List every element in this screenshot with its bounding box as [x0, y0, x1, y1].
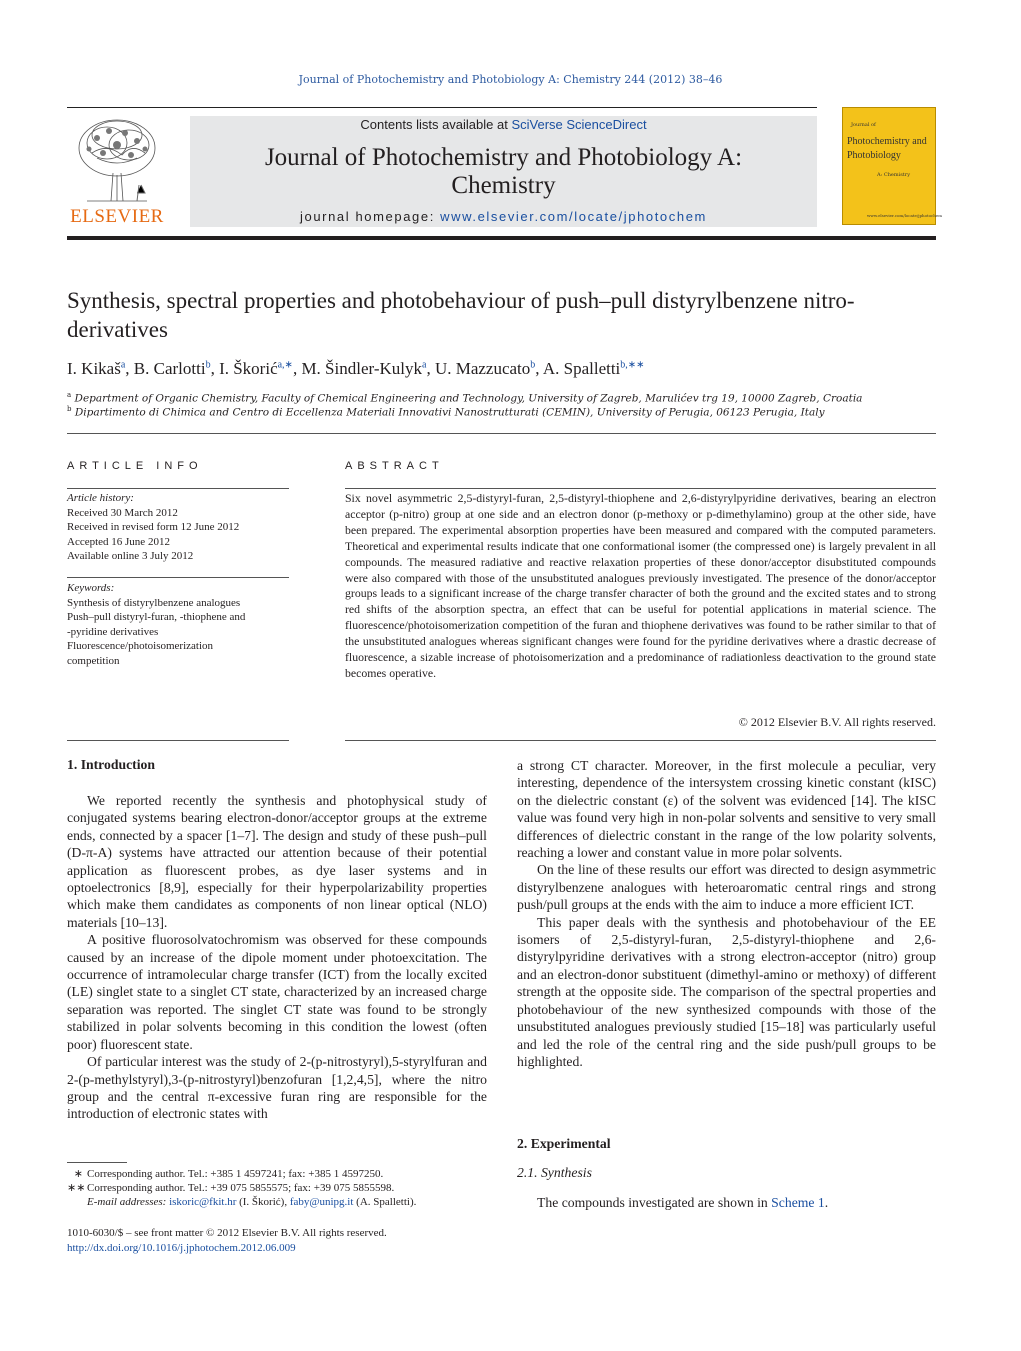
introduction-heading: 1. Introduction	[67, 757, 155, 772]
homepage-prefix: journal homepage:	[300, 209, 441, 224]
author-affil-mark[interactable]: a	[421, 359, 427, 371]
contents-line	[190, 117, 817, 132]
email-owner: (I. Škorić),	[239, 1196, 288, 1208]
introduction-left-column	[67, 792, 487, 1123]
issn-doi-block	[67, 1226, 487, 1255]
cover-section: A: Chemistry	[877, 172, 911, 178]
history-accepted: Accepted 16 June 2012	[67, 535, 170, 548]
author-affil-mark[interactable]: a	[120, 359, 126, 371]
abstract-bottom-rule	[345, 740, 936, 741]
paper-title: Synthesis, spectral properties and photobehaviour of push–pull distyrylbenzene nitro-derivatives	[67, 288, 855, 342]
paragraph: We reported recently the synthesis and photophysical study of conjugated systems bearing electron-donor/acceptor groups at the extreme ends, connected by a spacer [1–7]. The design and study of these push–pull (D-π-A) systems have attracted our attention because of their potential application as fluorescent probes, as dye laser systems and in optoelectronics [8,9], especially for their hyperpolarizability properties which make them candidates as components of non linear optical (NLO) materials [10–13].	[67, 793, 487, 930]
info-bottom-rule	[67, 740, 289, 741]
history-revised: Received in revised form 12 June 2012	[67, 521, 240, 533]
doi-link[interactable]: http://dx.doi.org/10.1016/j.jphotochem.2012.06.009	[67, 1241, 296, 1254]
affiliation-mark: b	[67, 405, 72, 413]
contents-prefix: Contents lists available at	[360, 117, 512, 132]
history-received: Received 30 March 2012	[67, 506, 178, 519]
author[interactable]: M. Šindler-Kulyk	[301, 359, 422, 378]
journal-header-box	[190, 116, 817, 227]
experimental-heading: 2. Experimental	[517, 1136, 611, 1151]
keywords-rule	[67, 577, 289, 578]
keyword: Push–pull distyryl-furan, -thiophene and	[67, 611, 246, 623]
abstract-heading: ABSTRACT	[345, 460, 444, 472]
paragraph: Of particular interest was the study of 2-(p-nitrostyryl),5-styrylfuran and 2-(p-methylstyryl),3-(p-nitrostyryl)benzofuran [1,2,4,5], where the nitro group and the central π-excessive furan ring are responsible for the introduction of electronic states with	[67, 1054, 487, 1122]
header-rule	[67, 107, 817, 108]
cover-title: Photochemistry and Photobiology	[847, 136, 927, 161]
email-link[interactable]: faby@unipg.it	[289, 1196, 354, 1208]
keyword: -pyridine derivatives	[67, 625, 159, 638]
affiliation-mark: a	[67, 391, 72, 399]
homepage-line	[190, 209, 817, 224]
paragraph: A positive fluorosolvatochromism was observed for these compounds caused by an increase of the dipole moment under photoexcitation. The occurrence of intramolecular charge transfer (ICT) from the locally excited (LE) singlet state to a singlet CT state, characterized by an increased charge separation was reported. The singlet CT state was found to be strongly stabilized in polar solvents becoming in this condition the lowest (often poor) fluorescent state.	[67, 932, 487, 1052]
keyword: competition	[67, 654, 120, 667]
author[interactable]: I. Kikaš	[67, 359, 121, 378]
author-list: I. Kikaš$^a$, B. Carlotti$^b$, I. Škorić$^{a,∗}$, M. Šindler-Kulyk$^a$, U. Mazzucato$^b$, A. Spalletti$^{b,∗∗}$	[67, 359, 645, 378]
email-link[interactable]: iskoric@fkit.hr	[169, 1196, 237, 1208]
footnote-rule	[67, 1162, 127, 1163]
footnote-corresponding-2	[67, 1181, 487, 1195]
paragraph: a strong CT character. Moreover, in the first molecule a peculiar, very interesting, dependence of the intersystem crossing kinetic constant (kISC) on the dielectric constant (ε) of the solvent was evidenced [14]. The kISC value was found very high in non-polar solvents and sensitive to very small differences of dielectric constant in the range of the low polarity solvents, reaching a lower and constant value in more polar solvents.	[517, 758, 936, 861]
publisher-logo[interactable]	[67, 113, 167, 228]
email-label: E-mail addresses:	[87, 1196, 167, 1208]
footnote-mark: ∗∗	[67, 1182, 86, 1194]
introduction-right-column	[517, 757, 936, 1070]
history-label: Article history:	[67, 492, 134, 504]
copyright: © 2012 Elsevier B.V. All rights reserved.	[738, 715, 936, 729]
issn-line: 1010-6030/$ – see front matter © 2012 Elsevier B.V. All rights reserved.	[67, 1227, 387, 1239]
synthesis-heading: 2.1. Synthesis	[517, 1165, 592, 1180]
keyword: Synthesis of distyrylbenzene analogues	[67, 596, 241, 609]
synthesis-text	[537, 1194, 936, 1211]
paragraph: On the line of these results our effort was directed to design asymmetric distyrylbenzene analogues with heteroaromatic central rings and strong push/pull groups at the ends with the aim to induce a more efficient ICT.	[517, 862, 936, 913]
footnote-mark: ∗	[73, 1168, 83, 1180]
synthesis-suffix: .	[824, 1195, 829, 1210]
cover-bottom: www.elsevier.com/locate/jphotochem	[867, 213, 942, 218]
abstract-rule	[345, 488, 936, 489]
affiliation-text: Dipartimento di Chimica and Centro di Eccellenza Materiali Innovativi Nanostrutturati (CEMIN), University of Perugia, 06123 Perugia, Italy	[74, 406, 825, 419]
journal-citation[interactable]: Journal of Photochemistry and Photobiology A: Chemistry 244 (2012) 38–46	[298, 73, 723, 86]
keywords	[67, 581, 297, 668]
journal-cover-thumbnail[interactable]	[842, 107, 942, 225]
cover-small-top: Journal of	[851, 122, 876, 128]
synthesis-prefix: The compounds investigated are shown in	[537, 1195, 772, 1210]
footnote-corresponding-1	[67, 1167, 487, 1181]
publisher-name: ELSEVIER	[70, 206, 164, 227]
author[interactable]: I. Škorić	[219, 359, 278, 378]
sciencedirect-link[interactable]: SciVerse ScienceDirect	[511, 117, 647, 132]
header-thick-rule	[67, 236, 936, 240]
author-affil-mark[interactable]: b	[205, 359, 211, 371]
article-info-rule	[67, 488, 289, 489]
history-online: Available online 3 July 2012	[67, 550, 194, 562]
keywords-label: Keywords:	[67, 582, 115, 594]
footnote-text: Corresponding author. Tel.: +39 075 5855575; fax: +39 075 5855598.	[87, 1182, 395, 1194]
author-affil-mark[interactable]: b	[530, 359, 536, 371]
footnotes	[67, 1167, 487, 1209]
article-history	[67, 491, 297, 564]
keyword: Fluorescence/photoisomerization	[67, 640, 214, 652]
tree-logo-icon	[67, 113, 167, 208]
email-owner: (A. Spalletti).	[356, 1196, 417, 1208]
affiliation-text: Department of Organic Chemistry, Faculty of Chemical Engineering and Technology, University of Zagreb, Marulićev trg 19, 10000 Zagreb, Croatia	[74, 392, 863, 405]
scheme-link[interactable]: Scheme 1	[771, 1195, 825, 1210]
article-info-heading: ARTICLE INFO	[67, 460, 203, 472]
author[interactable]: B. Carlotti	[133, 359, 206, 378]
affiliation-b	[67, 405, 937, 419]
footnote-emails	[67, 1195, 487, 1209]
affiliation-rule	[67, 433, 936, 434]
author-affil-mark[interactable]: b,∗∗	[620, 359, 645, 371]
paragraph: This paper deals with the synthesis and photobehaviour of the EE isomers of 2,5-distyryl-furan, 2,5-distyryl-thiophene and 2,6-distyrylpyridine derivatives with a strong electron-acceptor (nitro) group and an electron-donor substituent (dimethyl-amino or methoxy) of different strength at the opposite side. The comparison of the spectral properties and photobehaviour of the new synthesized compounds with those of the unsubstituted analogues previously studied [15–18] was particularly useful and led the role of the central ring and the side push/pull groups to be highlighted.	[517, 914, 936, 1069]
journal-title: Journal of Photochemistry and Photobiology A: Chemistry	[264, 144, 743, 199]
homepage-link[interactable]: www.elsevier.com/locate/jphotochem	[440, 209, 707, 224]
abstract-text: Six novel asymmetric 2,5-distyryl-furan, 2,5-distyryl-thiophene and 2,6-distyrylpyridine derivatives, bearing an electron acceptor (p-nitro) group at one side and an electron donor (p-methoxy or p-dimethylamino) group at the other side, have been prepared. The experimental absorption properties have been measured and compared with the computed parameters. Theoretical and experimental results indicate that one conformational isomer (the compressed one) is largely prevalent in all compounds. The measured radiative and reactive relaxation properties of these donor/acceptor disubstituted compounds were also compared with those of the unsubstituted analogues previously investigated. The presence of the donor/acceptor groups leads to a significant increase of the charge transfer character of both the ground and the excited states and to strong red shifts of the absorption spectra, an effect that can be useful for potential applications in material science. The fluorescence/photoisomerization competition of the furan and thiophene derivatives was found to be rather similar to that of the unsubstituted analogues whereas significant changes were found for the pyridine derivatives where a drastic decrease of fluorescence, a sizable increase of photoisomerization and a predominance of radiationless deactivation to the ground state becomes operative.	[345, 491, 936, 680]
affiliation-a	[67, 391, 937, 405]
author[interactable]: U. Mazzucato	[434, 359, 531, 378]
author-affil-mark[interactable]: a,∗	[277, 359, 293, 371]
author[interactable]: A. Spalletti	[542, 359, 621, 378]
footnote-text: Corresponding author. Tel.: +385 1 4597241; fax: +385 1 4597250.	[87, 1168, 384, 1180]
